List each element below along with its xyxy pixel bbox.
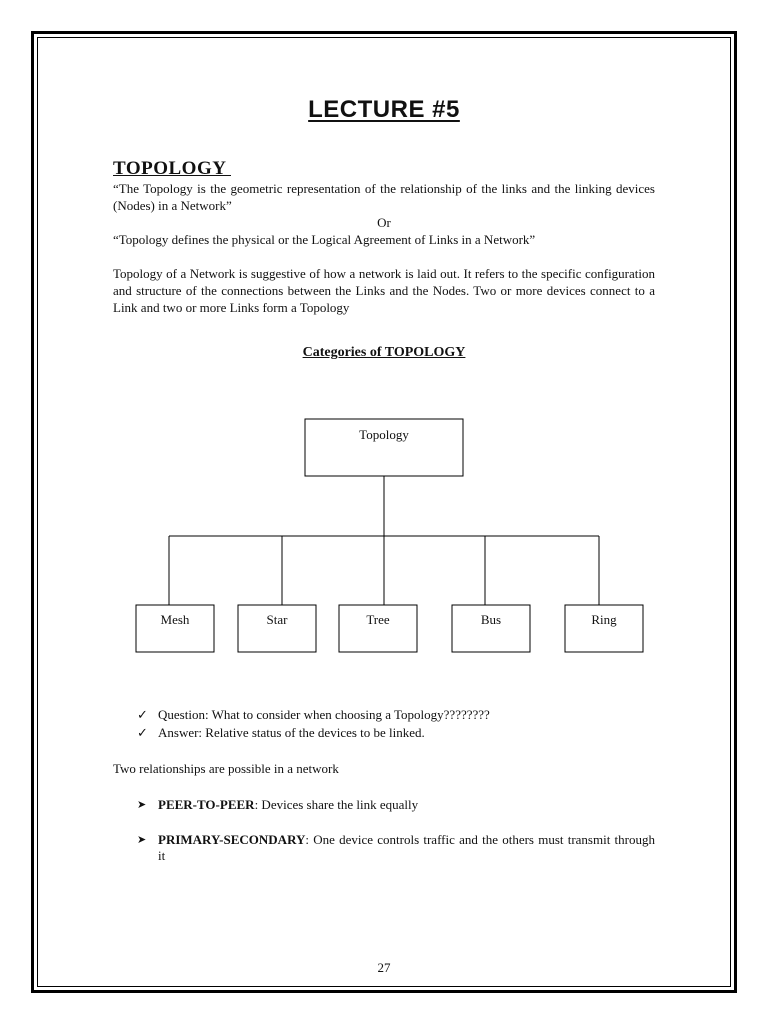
relationship-term: PRIMARY-SECONDARY <box>158 832 306 847</box>
node-label-bus: Bus <box>480 612 502 627</box>
root-label: Topology <box>359 427 409 442</box>
section-heading: TOPOLOGY <box>113 158 231 179</box>
or-separator: Or <box>377 215 391 230</box>
categories-heading: Categories of TOPOLOGY <box>302 345 466 360</box>
relationship-item <box>137 797 655 813</box>
definition-2: “Topology defines the physical or the Logical Agreement of Links in a Network” <box>113 232 536 247</box>
list-item <box>137 724 490 742</box>
check-icon: ✓ <box>137 707 148 722</box>
page-number: 27 <box>377 960 391 975</box>
node-label-ring: Ring <box>591 612 617 627</box>
check-icon: ✓ <box>137 725 148 740</box>
node-label-star: Star <box>266 612 288 627</box>
topology-paragraph: Topology of a Network is suggestive of how a network is laid out. It refers to the specific configuration and structure of the connections between the Links and the Nodes. Two or more devices connect to a Link and two or more Links form a Topology <box>113 266 655 315</box>
arrow-bullet-icon: ➤ <box>137 834 147 846</box>
lecture-title: LECTURE #5 <box>308 96 460 123</box>
list-item <box>137 706 490 724</box>
arrow-bullet-icon: ➤ <box>137 799 147 811</box>
question-text: Question: What to consider when choosing a Topology???????? <box>158 707 490 722</box>
relationship-item <box>137 832 655 864</box>
relationship-term: PEER-TO-PEER <box>158 797 255 812</box>
answer-text: Answer: Relative status of the devices to be linked. <box>158 725 425 740</box>
relationships-intro: Two relationships are possible in a network <box>113 761 339 776</box>
relationship-description: : Devices share the link equally <box>254 797 419 812</box>
child-nodes <box>136 536 643 652</box>
definition-1: “The Topology is the geometric representation of the relationship of the links and the linking devices (Nodes) in a Network” <box>113 181 655 213</box>
question-list <box>137 706 490 742</box>
node-label-tree: Tree <box>366 612 390 627</box>
relationship-description: : One device controls traffic and the others must transmit through it <box>158 832 655 863</box>
node-label-mesh: Mesh <box>160 612 190 627</box>
